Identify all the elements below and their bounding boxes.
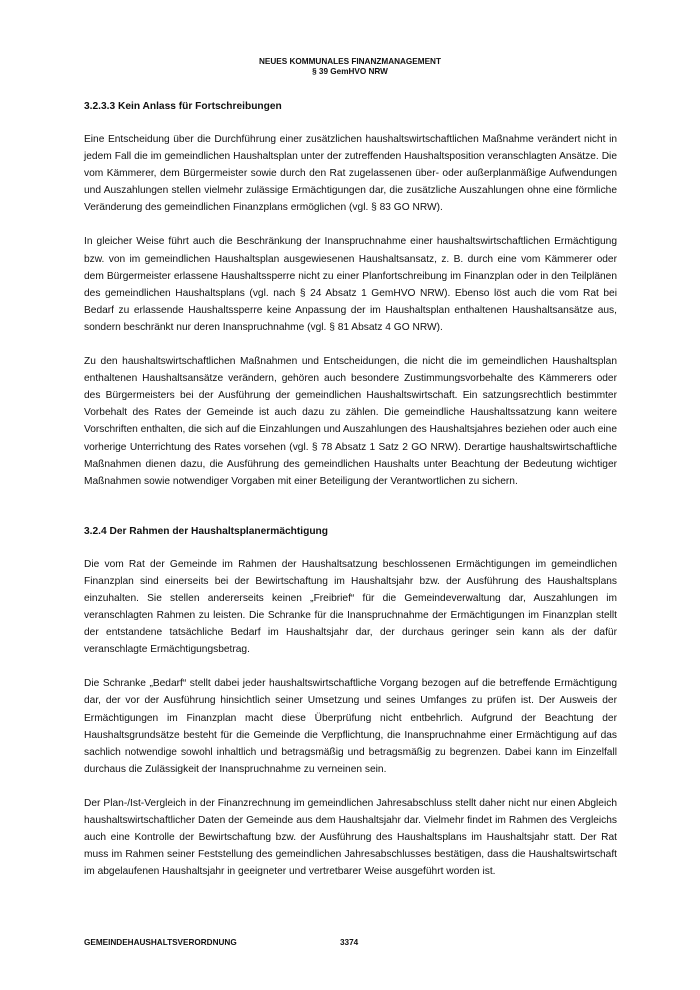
section-heading: 3.2.4 Der Rahmen der Haushaltsplanermächtigung (84, 525, 329, 537)
section-spacer (84, 507, 617, 525)
section-rahmen (84, 525, 617, 881)
header-subtitle: § 39 GemHVO NRW (312, 67, 388, 76)
header-title: NEUES KOMMUNALES FINANZMANAGEMENT (259, 57, 441, 66)
paragraph: Zu den haushaltswirtschaftlichen Maßnahmen und Entscheidungen, die nicht die im gemeindlichen Haushaltsplan enthaltenen Haushaltsansätze verändern, gehören auch besondere Zustimmungsvorbehalte des Kämmerers oder des Bürgermeisters bei der Ausführung der gemeindlichen Haushaltswirtschaft. Ein satzungsrechtlich bestimmter Vorbehalt des Rates der Gemeinde ist auch dazu zu zählen. Die gemeindliche Haushaltssatzung kann weitere Vorschriften enthalten, die sich auf die Einzahlungen und Auszahlungen des Haushaltsjahres beziehen oder auch eine vorherige Unterrichtung des Rates vorsehen (vgl. § 78 Absatz 1 Satz 2 GO NRW). Derartige haushaltswirtschaftliche Maßnahmen dienen dazu, die Ausführung des gemeindlichen Haushalts unter Beachtung der Bedeutung wichtiger Maßnahmen sowie notwendiger Vorgaben mit einer Beteiligung der Verantwortlichen zu sichern. (84, 356, 617, 487)
paragraph: Der Plan-/Ist-Vergleich in der Finanzrechnung im gemeindlichen Jahresabschluss stellt daher nicht nur einen Abgleich haushaltswirtschaftlicher Daten der Gemeinde aus dem Haushaltsjahr dar. Vielmehr findet im Rahmen des Vergleichs auch eine Kontrolle der Bewirtschaftung bzw. der Ausführung des Haushaltsplans im Haushaltsjahr statt. Der Rat muss im Rahmen seiner Feststellung des gemeindlichen Jahresabschlusses bestätigen, dass die Haushaltswirtschaft im abgelaufenen Haushaltsjahr in geeigneter und vertretbarer Weise ausgeführt worden ist. (84, 797, 617, 878)
paragraph: Eine Entscheidung über die Durchführung einer zusätzlichen haushaltswirtschaftlichen Maßnahme verändert nicht in jedem Fall die im gemeindlichen Haushaltsplan unter der zutreffenden Haushaltsposition veranschlagten Ansätze. Die vom Kämmerer, dem Bürgermeister sowie durch den Rat zugelassenen über- oder außerplanmäßige Aufwendungen und Auszahlungen stellen vielmehr zulässige Ermächtigungen dar, die zusätzliche Auszahlungen ohne eine förmliche Veränderung des gemeindlichen Finanzplans ermöglichen (vgl. § 83 GO NRW). (84, 134, 617, 214)
page-header (0, 57, 700, 77)
page-content (84, 100, 617, 897)
section-heading: 3.2.3.3 Kein Anlass für Fortschreibungen (84, 101, 282, 112)
paragraph: Die vom Rat der Gemeinde im Rahmen der Haushaltsatzung beschlossenen Ermächtigungen im gemeindlichen Finanzplan sind einerseits bei der Bewirtschaftung im Haushaltsjahr bzw. der Ausführung des Haushaltsplans einzuhalten. Sie stellen andererseits keinen „Freibrief“ für die Gemeindeverwaltung dar, Auszahlungen im veranschlagten Rahmen zu leisten. Die Schranke für die Inanspruchnahme der Ermächtigungen im Finanzplan stellt der entstandene tatsächliche Bedarf im Haushaltsjahr dar, der durchaus geringer sein kann als der dafür veranschlagte Ermächtigungsbetrag. (84, 558, 617, 656)
footer-title: GEMEINDEHAUSHALTSVERORDNUNG (84, 938, 237, 947)
page-number: 3374 (340, 938, 359, 947)
paragraph: Die Schranke „Bedarf“ stellt dabei jeder haushaltswirtschaftliche Vorgang bezogen auf die betreffende Ermächtigung dar, der vor der Ausführung hinsichtlich seiner Umsetzung und seines Umfanges zu prüfen ist. Der Ausweis der Ermächtigungen im Finanzplan macht diese Überprüfung nicht entbehrlich. Aufgrund der Beachtung der Haushaltsgrundsätze besteht für die Gemeinde die Verpflichtung, die Inanspruchnahme einer Ermächtigung auf das sachlich notwendige sowohl inhaltlich und betragsmäßig und betragsmäßig zu begrenzen. Dabei kann im Einzelfall durchaus die Zulässigkeit der Inanspruchnahme zu verneinen sein. (84, 678, 617, 775)
paragraph: In gleicher Weise führt auch die Beschränkung der Inanspruchnahme einer haushaltswirtschaftlichen Ermächtigung bzw. von im gemeindlichen Haushaltsplan ausgewiesenen Haushaltsansatz, z. B. durch eine vom Kämmerer oder dem Bürgermeister erlassene Haushaltssperre nicht zu einer Planfortschreibung im Finanzplan oder in den Teilplänen des gemeindlichen Haushaltsplans (vgl. nach § 24 Absatz 1 GemHVO NRW). Ebenso löst auch die vom Rat bei Bedarf zu erlassende Haushaltssperre keine Anpassung der im Haushaltsplan enthaltenen Haushaltsansätze aus, sondern beschränkt nur deren Inanspruchnahme (vgl. § 81 Absatz 4 GO NRW). (84, 236, 617, 333)
section-kein-anlass (84, 100, 617, 490)
